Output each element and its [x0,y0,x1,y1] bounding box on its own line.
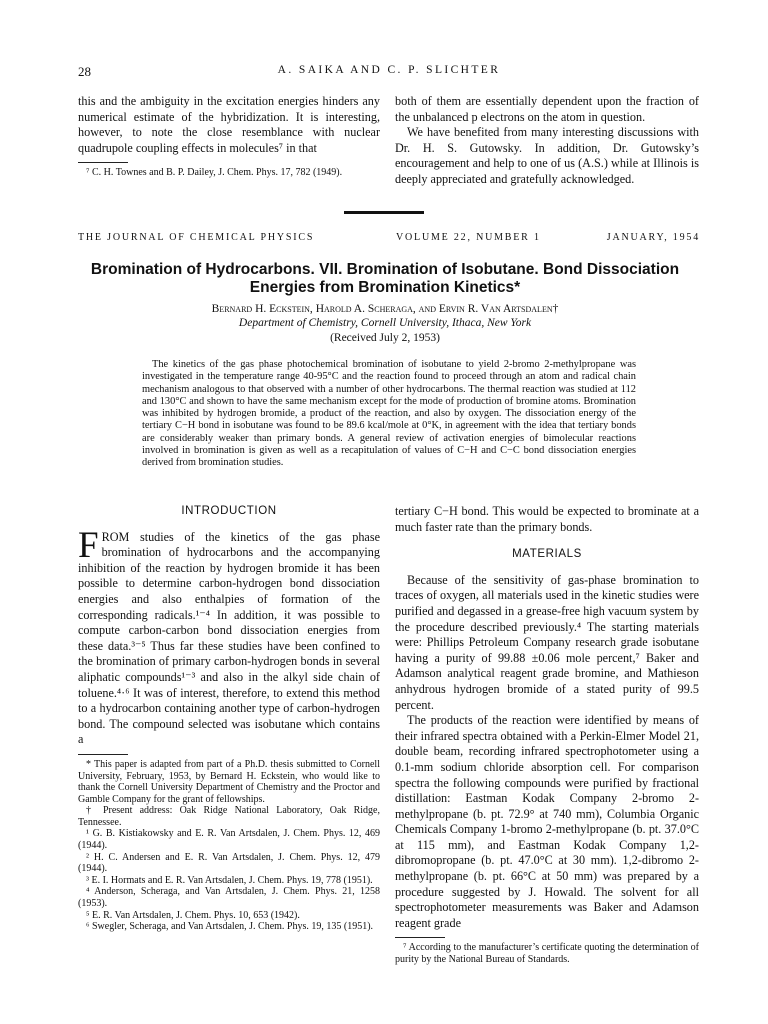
abstract: The kinetics of the gas phase photochemical bromination of isobutane to yield 2-bromo 2-methylpropane was investigated in the temperature range 40-95°C and the reaction found to proceed through an atom and radical chain mechanism analogous to that observed with a number of other hydrocarbons. The thermal reaction was studied at 112 and 130°C and shown to have the same mechanism except for the mode of production of bromine atoms. Bromination was inhibited by hydrogen bromide, a product of the reaction, and also by oxygen. The dissociation energy of the tertiary C−H bond in isobutane was found to be 89.6 kcal/mole at 0°K, in agreement with the idea that tertiary bonds are considerably weaker than primary bonds. A general review of activation energies of bimolecular reactions involved in bromination is given as well as a recapitulation of values of C−H and C−C bond dissociation energies derived from bromination studies. [142,359,636,469]
footnote-rule [78,754,128,755]
materials-column [395,504,699,966]
introduction-continued: tertiary C−H bond. This would be expected to brominate at a much faster rate than the primary bonds. [395,504,699,534]
journal-name: THE JOURNAL OF CHEMICAL PHYSICS [78,232,315,243]
section-heading: INTRODUCTION [181,505,277,517]
footnote: ⁷ According to the manufacturer’s certificate quoting the determination of purity by the National Bureau of Standards. [395,942,699,966]
footnote: ⁴ Anderson, Scheraga, and Van Artsdalen, J. Chem. Phys. 21, 1258 (1953). [78,886,380,910]
journal-volume: VOLUME 22, NUMBER 1 [396,232,541,243]
journal-date: JANUARY, 1954 [606,232,700,243]
footnote: ⁶ Swegler, Scheraga, and Van Artsdalen, J. Chem. Phys. 19, 135 (1951). [86,921,374,933]
byline-conjunction: and [418,303,436,315]
footnote: ⁷ C. H. Townes and B. P. Dailey, J. Chem. Phys. 17, 782 (1949). [86,167,343,179]
footnote: ² H. C. Andersen and E. R. Van Artsdalen, J. Chem. Phys. 12, 479 (1944). [78,851,380,875]
footnote: * This paper is adapted from part of a Ph.D. thesis submitted to Cornell University, February, 1953, by Bernard H. Eckstein, who would like to thank the Cornell University Department of Chemistry and the Proctor and Gamble Company for the grant of fellowships. [78,758,380,805]
acknowledgment-paragraph: We have benefited from many interesting discussions with Dr. H. S. Gutowsky. In addition, Dr. Gutowsky’s encouragement and help to one of us (A.S.) while at Illinois is deeply appreciated and gratefully acknowledged. [395,125,699,186]
page-number: 28 [78,64,91,79]
footnote: ³ E. I. Hormats and E. R. Van Artsdalen, J. Chem. Phys. 19, 778 (1951). [86,874,373,886]
introduction-column [78,504,380,933]
journal-header [78,232,700,246]
previous-article-text: this and the ambiguity in the excitation energies hinders any numerical estimate of the hybridization. It is interesting, however, to note the close resemblance with nuclear quadrupole coupling effects in molecules⁷ in that [78,94,380,155]
previous-article-text: both of them are essentially dependent upon the fraction of the unbalanced p electrons on the atom in question. [395,94,699,124]
footnote: ⁵ E. R. Van Artsdalen, J. Chem. Phys. 10, 653 (1942). [86,909,300,921]
footnote: † Present address: Oak Ridge National Laboratory, Oak Ridge, Tennessee. [78,805,380,828]
byline [80,303,690,317]
author: Harold A. Scheraga, [315,303,416,315]
section-heading: MATERIALS [512,548,582,561]
footnote: ¹ G. B. Kistiakowsky and E. R. Van Artsdalen, J. Chem. Phys. 12, 469 (1944). [78,828,380,852]
drop-cap: F [78,524,99,566]
introduction-paragraph [78,524,380,748]
materials-paragraph: The products of the reaction were identified by means of their infrared spectra obtained with a Perkin-Elmer Model 21, double beam, recording infrared spectrophotometer using a 0.1-mm sodium chloride absorption cell. For comparison spectra the following compounds were purified by fractional distillation: Eastman Kodak Company 2-bromo 2-methylpropane (b. pt. 72.9° at 740 mm), Columbia Organic Chemicals Company 1-bromo 2-methylpropane (b. pt. 37.0°C at 115 mm), and Eastman Kodak Company 1,2-dibromopropane (b. pt. 47.0°C at 30 mm). 1,2-dibromo 2-methylpropane (b. pt. 66°C at 50 mm) was prepared by a procedure suggested by J. Howald. The solvent for all spectrophotometer measurements was Baker and Adamson reagent grade [395,713,699,930]
article-title: Bromination of Hydrocarbons. VII. Bromination of Isobutane. Bond Dissociation Energies from Bromination Kinetics* [90,261,680,296]
author: Bernard H. Eckstein, [211,303,313,315]
materials-paragraph: Because of the sensitivity of gas-phase bromination to traces of oxygen, all materials used in the kinetic studies were purified and degassed in a grease-free high vacuum system by the procedure described previously.⁴ The starting materials were: Phillips Petroleum Company research grade isobutane having a purity of 99.88 ±0.06 mole percent,⁷ Baker and Adamson analytical reagent grade bromine, and Mathieson anhydrous hydrogen bromide of a stated purity of 99.5 percent. [395,572,699,712]
previous-article-right-column [395,94,699,188]
article-separator [344,211,424,214]
running-head-authors: A. SAIKA AND C. P. SLICHTER [277,64,501,76]
received-date: (Received July 2, 1953) [330,332,440,344]
running-head [78,64,700,80]
footnote-rule [395,937,445,938]
previous-article-left-column [78,94,380,179]
footnotes [78,759,380,933]
affiliation: Department of Chemistry, Cornell University, Ithaca, New York [238,317,532,329]
footnote-rule [78,162,128,163]
introduction-text: ROM studies of the kinetics of the gas phase bromination of hydrocarbons and the accompanying inhibition of the reaction by hydrogen bromide it has been possible to determine carbon-hydrogen bond dissociation energies and also enthalpies of formation of the corresponding radicals.¹⁻⁴ In addition, it was possible to compute carbon-carbon bond dissociation energies from these data.³⁻⁵ Thus far these studies have been confined to the bromination of primary carbon-hydrogen bonds in several aliphatic compounds¹⁻³ and also in the alkyl side chain of toluene.⁴·⁶ It was of interest, therefore, to extend this method to a hydrocarbon containing another type of carbon-hydrogen bond. The compound selected was isobutane which contains a [78,529,380,747]
author: Ervin R. Van Artsdalen† [438,303,559,315]
